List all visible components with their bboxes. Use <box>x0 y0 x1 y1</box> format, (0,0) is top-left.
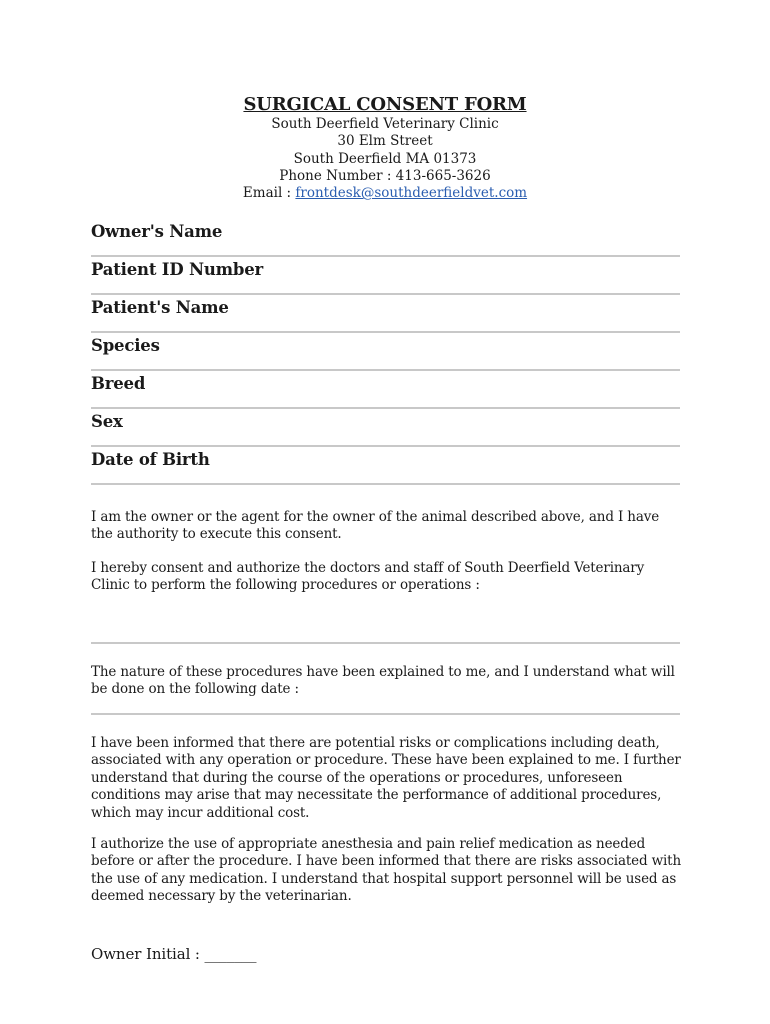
owner-initial[interactable]: Owner Initial : _______ <box>91 945 257 963</box>
owner-statement: I am the owner or the agent for the owner of the animal described above, and I have the authority to execute this consent. <box>91 509 660 543</box>
field-label: Sex <box>91 412 123 431</box>
risks-statement: I have been informed that there are potential risks or complications including death, associated with any operation or procedure. These have been explained to me. I further understand that during the course of the operations or procedures, unforeseen conditions may arise that may necessitate the performance of additional procedures, which may incur additional cost. <box>91 735 681 821</box>
clinic-name: South Deerfield Veterinary Clinic <box>271 116 499 132</box>
field-line <box>91 331 680 333</box>
field-label: Date of Birth <box>91 450 210 469</box>
field-line <box>91 293 680 295</box>
field-date-of-birth[interactable] <box>91 450 680 470</box>
field-label: Breed <box>91 374 146 393</box>
field-sex[interactable] <box>91 412 680 432</box>
field-label: Species <box>91 336 160 355</box>
field-line <box>91 407 680 409</box>
field-species[interactable] <box>91 336 680 356</box>
clinic-street: 30 Elm Street <box>337 133 433 150</box>
field-line <box>91 255 680 257</box>
anesthesia-statement: I authorize the use of appropriate anesthesia and pain relief medication as needed before or after the procedure. I have been informed that there are risks associated with the use of any medication. I understand that hospital support personnel will be used as deemed necessary by the veterinarian. <box>91 836 682 905</box>
field-patients-name[interactable] <box>91 298 680 318</box>
consent-statement: I hereby consent and authorize the doctors and staff of South Deerfield Veterinary Clinic to perform the following procedures or operations : <box>91 560 645 594</box>
clinic-email-line <box>0 185 770 202</box>
email-link[interactable]: frontdesk@southdeerfieldvet.com <box>295 185 528 202</box>
nature-statement: The nature of these procedures have been explained to me, and I understand what will be done on the following date : <box>91 664 675 698</box>
field-line <box>91 445 680 447</box>
field-breed[interactable] <box>91 374 680 394</box>
field-line <box>91 483 680 485</box>
field-label: Patient ID Number <box>91 260 264 279</box>
date-line[interactable] <box>91 713 680 715</box>
field-label: Patient's Name <box>91 298 229 317</box>
email-label: Email : <box>242 185 296 202</box>
clinic-city-state-zip: South Deerfield MA 01373 <box>293 150 477 167</box>
clinic-phone: Phone Number : 413-665-3626 <box>279 167 491 184</box>
field-patient-id[interactable] <box>91 260 680 280</box>
field-owners-name[interactable] <box>91 222 680 242</box>
procedures-line[interactable] <box>91 642 680 644</box>
field-line <box>91 369 680 371</box>
form-title: SURGICAL CONSENT FORM <box>243 94 527 115</box>
field-label: Owner's Name <box>91 222 223 241</box>
form-header <box>0 94 770 202</box>
